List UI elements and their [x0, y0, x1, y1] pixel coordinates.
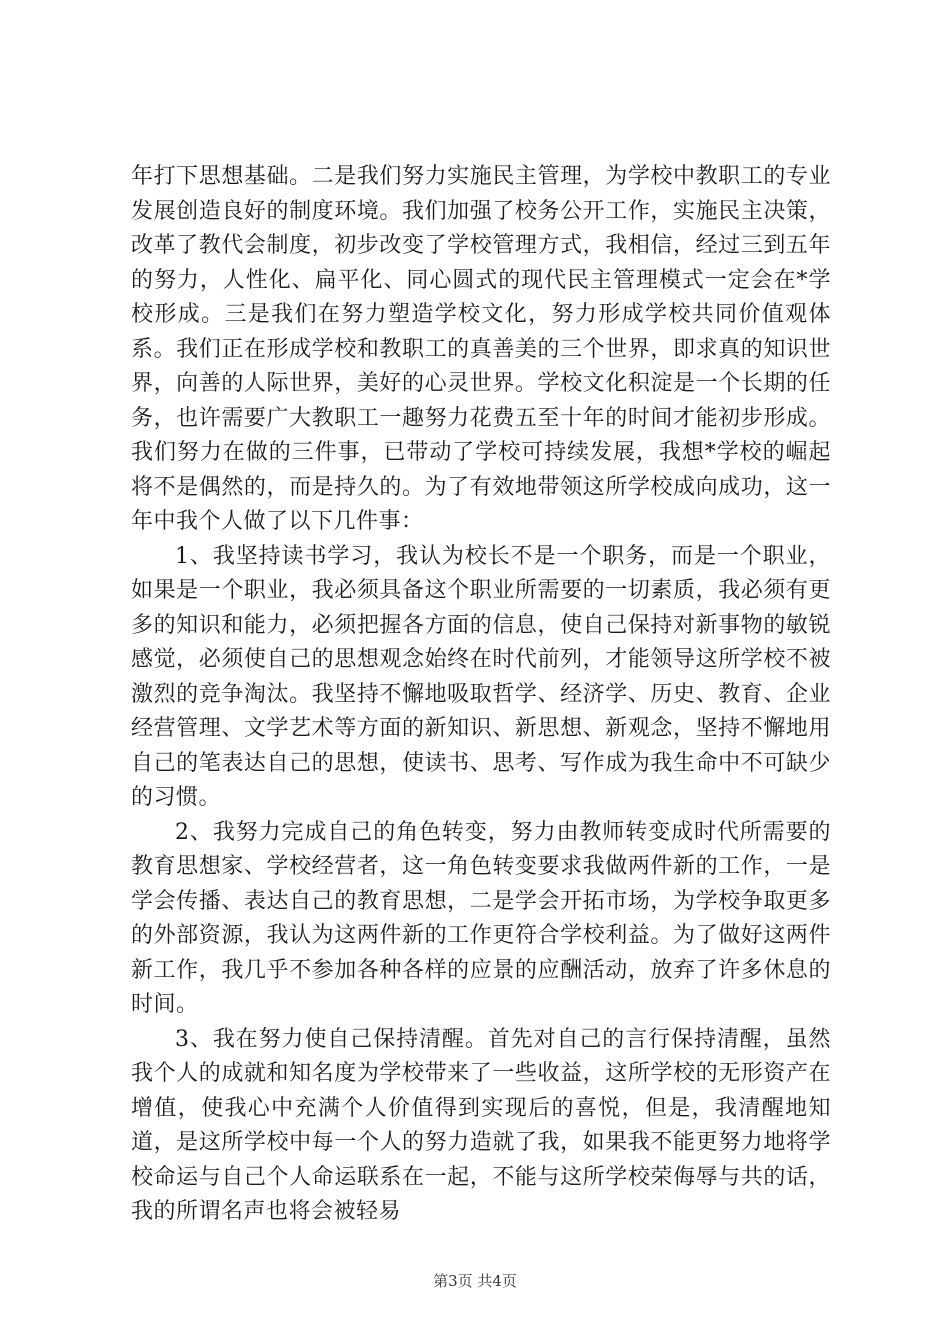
body-paragraph-4: 3、我在努力使自己保持清醒。首先对自己的言行保持清醒，虽然我个人的成就和知名度为学校带来了一些收益，这所学校的无形资产在增值，使我心中充满个人价值得到实现后的喜悦，但是，我清醒地知道，是这所学校中每一个人的努力造就了我，如果我不能更努力地将学校命运与自己个人命运联系在一起，不能与这所学校荣侮辱与共的话，我的所谓名声也将会被轻易 — [131, 1026, 831, 1224]
page-number-footer: 第3页 共4页 — [433, 1272, 517, 1290]
body-paragraph-1: 年打下思想基础。二是我们努力实施民主管理，为学校中教职工的专业发展创造良好的制度环境。我们加强了校务公开工作，实施民主决策，改革了教代会制度，初步改变了学校管理方式，我相信，经过三到五年的努力，人性化、扁平化、同心圆式的现代民主管理模式一定会在*学校形成。三是我们在努力塑造学校文化，努力形成学校共同价值观体系。我们正在形成学校和教职工的真善美的三个世界，即求真的知识世界，向善的人际世界，美好的心灵世界。学校文化积淀是一个长期的任务，也许需要广大教职工一趣努力花费五至十年的时间才能初步形成。我们努力在做的三件事，已带动了学校可持续发展，我想*学校的崛起将不是偶然的，而是持久的。为了有效地带领这所学校成向成功，这一年中我个人做了以下几件事： — [131, 164, 831, 534]
body-paragraph-3: 2、我努力完成自己的角色转变，努力由教师转变成时代所需要的教育思想家、学校经营者，这一角色转变要求我做两件新的工作，一是学会传播、表达自己的教育思想，二是学会开拓市场，为学校争取更多的外部资源，我认为这两件新的工作更符合学校利益。为了做好这两件新工作，我几乎不参加各种各样的应景的应酬活动，放弃了许多休息的时间。 — [131, 819, 831, 1017]
document-body — [131, 160, 831, 1230]
body-paragraph-2: 1、我坚持读书学习，我认为校长不是一个职务，而是一个职业，如果是一个职业，我必须具备这个职业所需要的一切素质，我必须有更多的知识和能力，必须把握各方面的信息，使自己保持对新事物的敏锐感觉，必须使自己的思想观念始终在时代前列，才能领导这所学校不被激烈的竞争淘汰。我坚持不懈地吸取哲学、经济学、历史、教育、企业经营管理、文学艺术等方面的新知识、新思想、新观念，坚持不懈地用自己的笔表达自己的思想，使读书、思考、写作成为我生命中不可缺少的习惯。 — [131, 543, 831, 810]
